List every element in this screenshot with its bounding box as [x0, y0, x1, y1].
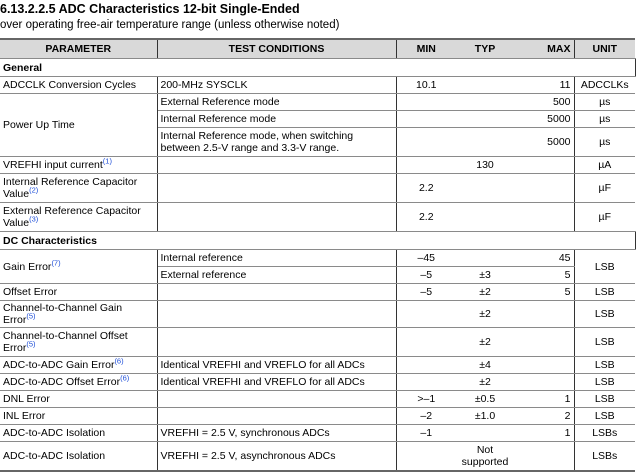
table-row	[0, 328, 635, 357]
typ-cell: ±2	[396, 301, 574, 328]
param-cell: ADC-to-ADC Isolation	[0, 425, 157, 442]
unit-cell: µs	[574, 128, 635, 157]
table-row	[0, 250, 635, 267]
header-test-conditions: TEST CONDITIONS	[157, 39, 396, 59]
param-cell: Offset Error	[0, 284, 157, 301]
header-row	[0, 39, 635, 59]
param-cell	[0, 174, 157, 203]
typ-cell: 130	[396, 157, 574, 174]
footnote-link[interactable]: (3)	[29, 214, 39, 224]
typ-cell	[456, 111, 514, 128]
param-cell: INL Error	[0, 408, 157, 425]
max-cell	[514, 174, 574, 203]
cond-cell	[157, 284, 396, 301]
cond-cell	[157, 328, 396, 357]
param-label: VREFHI input current	[3, 159, 103, 171]
cond-cell	[157, 391, 396, 408]
unit-cell: µF	[574, 203, 635, 232]
max-cell	[514, 203, 574, 232]
typ-line-2: supported	[461, 456, 509, 468]
table-row	[0, 284, 635, 301]
param-label: Channel-to-Channel Offset Error	[3, 330, 128, 354]
typ-cell: ±2	[396, 328, 574, 357]
typ-cell	[456, 128, 514, 157]
cond-cell: Identical VREFHI and VREFLO for all ADCs	[157, 374, 396, 391]
typ-cell	[456, 203, 514, 232]
max-cell: 5	[514, 284, 574, 301]
unit-cell: LSB	[574, 391, 635, 408]
table-row	[0, 301, 635, 328]
header-unit: UNIT	[574, 39, 635, 59]
footnote-link[interactable]: (2)	[29, 185, 39, 195]
unit-cell: LSBs	[574, 425, 635, 442]
param-cell	[0, 250, 157, 284]
max-cell: 5000	[514, 128, 574, 157]
typ-cell: ±2	[396, 374, 574, 391]
unit-cell: LSB	[574, 301, 635, 328]
param-cell: DNL Error	[0, 391, 157, 408]
typ-cell	[456, 94, 514, 111]
typ-line-1: Not	[476, 444, 494, 456]
min-cell: –1	[396, 425, 456, 442]
typ-cell: ±3	[456, 267, 514, 284]
param-label: ADC-to-ADC Gain Error	[3, 359, 115, 371]
param-cell	[0, 374, 157, 391]
section-label: General	[0, 59, 635, 77]
cond-cell	[157, 408, 396, 425]
min-cell: –45	[396, 250, 456, 267]
typ-cell	[456, 77, 514, 94]
min-cell	[396, 94, 456, 111]
table-row	[0, 77, 635, 94]
footnote-link[interactable]: (5)	[26, 339, 36, 349]
param-cell	[0, 328, 157, 357]
header-max: MAX	[514, 39, 574, 59]
typ-cell: ±0.5	[456, 391, 514, 408]
param-cell	[0, 157, 157, 174]
typ-cell	[456, 250, 514, 267]
unit-cell: ADCCLKs	[574, 77, 635, 94]
param-label: ADC-to-ADC Offset Error	[3, 376, 121, 388]
table-row	[0, 408, 635, 425]
table-row	[0, 425, 635, 442]
cond-cell	[157, 174, 396, 203]
adc-characteristics-table	[0, 38, 636, 472]
table-row	[0, 157, 635, 174]
section-title: 6.13.2.2.5 ADC Characteristics 12-bit Single-Ended	[0, 2, 300, 16]
typ-cell	[396, 442, 574, 472]
cond-cell: VREFHI = 2.5 V, synchronous ADCs	[157, 425, 396, 442]
max-cell: 500	[514, 94, 574, 111]
unit-cell: LSB	[574, 374, 635, 391]
footnote-link[interactable]: (6)	[120, 373, 130, 383]
typ-cell: ±1.0	[456, 408, 514, 425]
unit-cell: LSB	[574, 328, 635, 357]
table-row	[0, 357, 635, 374]
footnote-link[interactable]: (6)	[114, 356, 124, 366]
min-cell: >–1	[396, 391, 456, 408]
cond-cell	[157, 157, 396, 174]
min-cell: 2.2	[396, 174, 456, 203]
unit-cell: µs	[574, 111, 635, 128]
unit-cell: LSB	[574, 357, 635, 374]
table-row	[0, 203, 635, 232]
unit-cell: µs	[574, 94, 635, 111]
table-row	[0, 391, 635, 408]
min-cell	[396, 128, 456, 157]
min-cell: 2.2	[396, 203, 456, 232]
param-cell: Power Up Time	[0, 94, 157, 157]
min-cell: 10.1	[396, 77, 456, 94]
param-cell	[0, 357, 157, 374]
max-cell: 1	[514, 425, 574, 442]
unit-cell: LSB	[574, 408, 635, 425]
max-cell: 5	[514, 267, 574, 284]
table-row	[0, 442, 635, 472]
footnote-link[interactable]: (7)	[51, 258, 61, 267]
cond-cell: Identical VREFHI and VREFLO for all ADCs	[157, 357, 396, 374]
unit-cell: LSBs	[574, 442, 635, 472]
param-cell	[0, 301, 157, 328]
section-label: DC Characteristics	[0, 232, 635, 250]
table-row	[0, 174, 635, 203]
cond-cell: External Reference mode	[157, 94, 396, 111]
footnote-link[interactable]: (5)	[26, 311, 36, 321]
min-cell: –5	[396, 284, 456, 301]
max-cell: 1	[514, 391, 574, 408]
min-cell	[396, 111, 456, 128]
section-subtitle: over operating free-air temperature range (unless otherwise noted)	[0, 19, 340, 31]
typ-cell	[456, 425, 514, 442]
cond-cell: Internal Reference mode	[157, 111, 396, 128]
param-label: Gain Error	[3, 260, 52, 273]
cond-cell: Internal Reference mode, when switching between 2.5-V range and 3.3-V range.	[157, 128, 396, 157]
max-cell: 11	[514, 77, 574, 94]
cond-cell: Internal reference	[157, 250, 396, 267]
header-parameter: PARAMETER	[0, 39, 157, 59]
param-label: Internal Reference Capacitor Value	[3, 176, 138, 200]
unit-cell: µF	[574, 174, 635, 203]
unit-cell: µA	[574, 157, 635, 174]
table-row	[0, 94, 635, 111]
section-row-general	[0, 59, 635, 77]
footnote-link[interactable]: (1)	[102, 156, 112, 166]
param-label: External Reference Capacitor Value	[3, 205, 141, 229]
header-typ: TYP	[456, 39, 514, 59]
unit-cell: LSB	[574, 250, 635, 284]
param-cell	[0, 203, 157, 232]
cond-cell	[157, 203, 396, 232]
min-cell: –5	[396, 267, 456, 284]
max-cell: 2	[514, 408, 574, 425]
max-cell: 5000	[514, 111, 574, 128]
min-cell: –2	[396, 408, 456, 425]
cond-cell: VREFHI = 2.5 V, asynchronous ADCs	[157, 442, 396, 472]
typ-cell: ±4	[396, 357, 574, 374]
max-cell: 45	[514, 250, 574, 267]
cond-cell: External reference	[157, 267, 396, 284]
param-label: Channel-to-Channel Gain Error	[3, 302, 123, 326]
section-row-dc	[0, 232, 635, 250]
unit-cell: LSB	[574, 284, 635, 301]
header-min: MIN	[396, 39, 456, 59]
param-cell: ADCCLK Conversion Cycles	[0, 77, 157, 94]
cond-cell	[157, 301, 396, 328]
table-row	[0, 374, 635, 391]
typ-cell	[456, 174, 514, 203]
typ-cell: ±2	[456, 284, 514, 301]
cond-cell: 200-MHz SYSCLK	[157, 77, 396, 94]
param-cell: ADC-to-ADC Isolation	[0, 442, 157, 472]
